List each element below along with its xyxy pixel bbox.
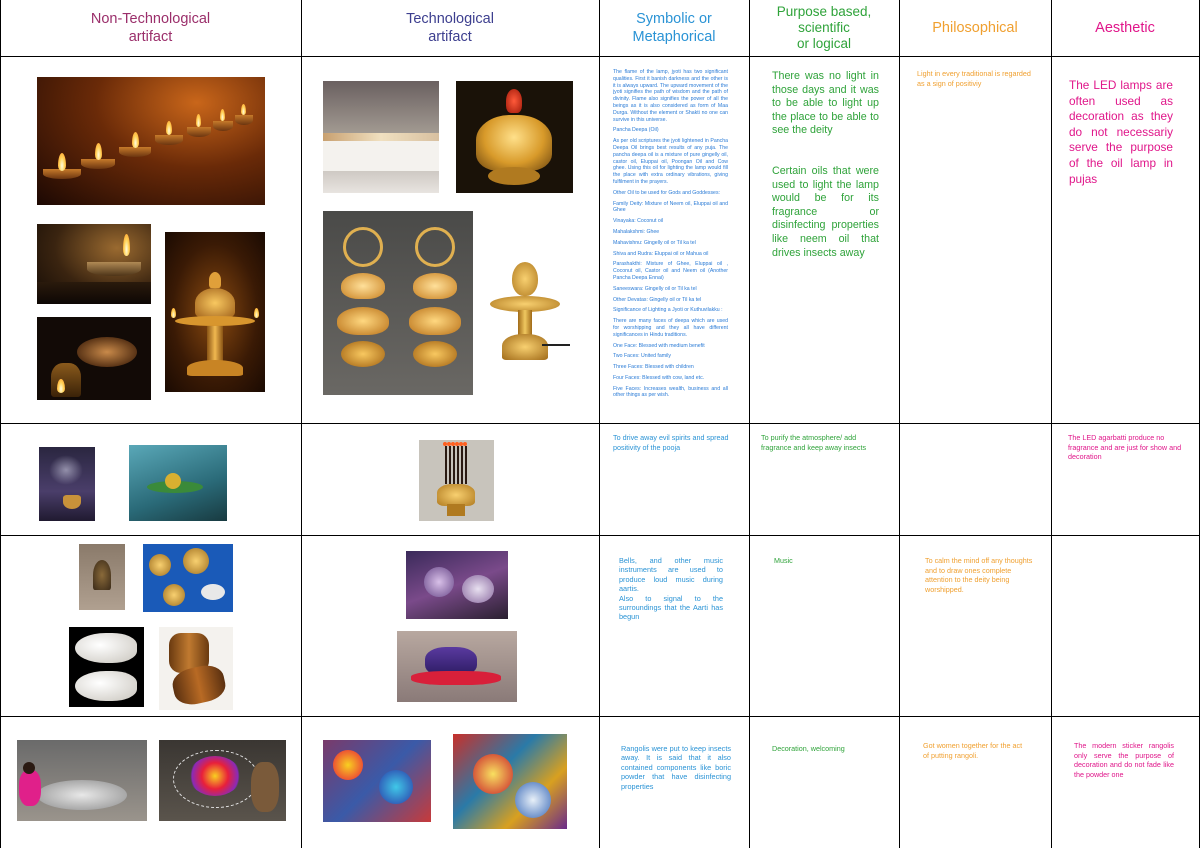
golden-led-lamp-photo bbox=[456, 81, 573, 193]
symbolic-rangoli-text: Rangolis were put to keep insects away. It is said that it also contained components like boric powder that have disinfecting properties bbox=[621, 744, 731, 791]
brass-lamp-stand-photo bbox=[165, 232, 265, 392]
symbolic-lamp-paragraph: Five Faces: Increases wealth, business and all other things as per wish. bbox=[613, 385, 728, 399]
symbolic-lamp-paragraph: Mahavishnu: Gingelly oil or Til ka tel bbox=[613, 239, 696, 246]
electric-bell-machine-photo bbox=[397, 631, 517, 702]
symbolic-lamp-paragraph: Family Deity: Mixture of Neem oil, Eluppai oil and Ghee bbox=[613, 200, 728, 214]
dholak-drum-photo bbox=[159, 627, 233, 710]
symbolic-lamp-paragraph: Two Faces: United family bbox=[613, 353, 671, 360]
aesthetic-lamp-text: The LED lamps are often used as decoration as they do not necessariy serve the purpose of the oil lamp in pujas bbox=[1069, 78, 1173, 186]
header-nontech: Non-Technological artifact bbox=[90, 11, 211, 45]
conch-shell-photo bbox=[69, 627, 144, 707]
purpose-lamp-text-1: There was no light in those days and it was to be able to light up the place to be able to see the deity bbox=[772, 70, 879, 137]
header-philosophical: Philosophical bbox=[932, 20, 1018, 36]
header-tech: Technological artifact bbox=[406, 11, 494, 45]
led-om-lamp-photo bbox=[480, 260, 570, 364]
symbolic-lamp-paragraph: Significance of Lighting a Jyoti or Kuthuvilakku : bbox=[613, 307, 723, 314]
header-aesthetic: Aesthetic bbox=[1095, 20, 1155, 36]
incense-offering-photo bbox=[129, 445, 227, 521]
symbolic-lamp-paragraph: Vinayaka: Coconut oil bbox=[613, 218, 664, 225]
incense-smoke-photo bbox=[39, 447, 95, 521]
symbolic-lamp-paragraph: Pancha Deepa (Oil) bbox=[613, 127, 659, 134]
symbolic-lamp-paragraph: Three Faces: Blessed with children bbox=[613, 364, 694, 371]
symbolic-lamp-paragraph: Other Devatas: Gingelly oil or Til ka tel bbox=[613, 296, 702, 303]
cymbals-photo bbox=[143, 544, 233, 612]
symbolic-lamp-paragraph: Mahalakshmi: Ghee bbox=[613, 228, 660, 235]
led-agarbatti-photo bbox=[419, 440, 494, 521]
aesthetic-rangoli-text: The modern sticker rangolis only serve the purpose of decoration and do not fade like the powder one bbox=[1074, 741, 1174, 779]
symbolic-lamp-paragraph: Other Oil to be used for Gods and Goddesses: bbox=[613, 189, 720, 196]
rangoli-drawing-photo bbox=[17, 740, 147, 821]
electric-lamp-row-photo bbox=[323, 81, 439, 193]
symbolic-lamp-paragraph: Shiva and Rudra: Eluppai oil or Mahua oil bbox=[613, 250, 709, 257]
peacock-led-lamps-photo bbox=[323, 211, 473, 395]
aarti-lamp-photo bbox=[37, 317, 151, 400]
temple-bell-photo bbox=[79, 544, 125, 610]
symbolic-lamp-text bbox=[613, 69, 728, 414]
philosophical-music-text: To calm the mind off any thoughts and to draw ones complete attention to the deity being worshipped. bbox=[925, 556, 1033, 594]
symbolic-lamp-paragraph: Four Faces: Blessed with cow, land etc. bbox=[613, 374, 705, 381]
diya-closeup-photo bbox=[37, 224, 151, 304]
symbolic-lamp-paragraph: Saneeswara: Gingelly oil or Til ka tel bbox=[613, 285, 697, 292]
header-symbolic: Symbolic or Metaphorical bbox=[632, 11, 716, 45]
symbolic-lamp-paragraph: The flame of the lamp, jyoti has two significant qualities. First it banish darkness and the other is it is always upward. The upward movement of the jyoti signifies the path of wisdom and the path of divinity. Flame also signifies the power of all the beings as it is also considered as form of Maa Durga. Without the element or Shakti no one can survive in this universe. bbox=[613, 69, 728, 123]
symbolic-lamp-paragraph: As per old scriptures the jyoti lightened in Pancha Deepa Oil brings best results of any puja. The pancha deepa oil is a mixture of pure gingelly oil, castor oil, Eluppai oil, Poongan Oil and Cow ghee. Using this oil for lighting the lamp would fill the place with extra ordinary vibrations, giving fulfilment in the prayers. bbox=[613, 138, 728, 185]
purpose-rangoli-text: Decoration, welcoming bbox=[772, 744, 845, 753]
philosophical-rangoli-text: Got women together for the act of putting rangoli. bbox=[923, 741, 1023, 760]
header-purpose: Purpose based, scientific or logical bbox=[776, 4, 872, 51]
oil-lamp-row-photo bbox=[37, 77, 265, 205]
symbolic-music-text: Bells, and other music instruments are used to produce loud music during aartis. Also to signal to the surroundings that the Aarti has begun bbox=[619, 556, 723, 622]
symbolic-lamp-paragraph: Parashakthi: Mixture of Ghee, Eluppai oil , Coconut oil, Castor oil and Neem oil (Another Pancha Deepa Ennai) bbox=[613, 261, 728, 281]
philosophical-lamp-text: Light in every traditional is regarded as a sign of positiviy bbox=[917, 69, 1031, 88]
symbolic-lamp-paragraph: There are many faces of deepa which are used for worshipping and they all have different significances in Hindu traditions. bbox=[613, 318, 728, 338]
rangoli-flower-photo bbox=[159, 740, 286, 821]
rangoli-stickers-photo bbox=[323, 740, 431, 822]
purpose-lamp-text-2: Certain oils that were used to light the lamp would be for its fragrance or disinfecting properties like neem oil that drives insects away bbox=[772, 165, 879, 259]
rangoli-sticker-mat-photo bbox=[453, 734, 567, 829]
symbolic-incense-text: To drive away evil spirits and spread positivity of the pooja bbox=[613, 433, 729, 452]
symbolic-lamp-paragraph: One Face: Blessed with medium benefit bbox=[613, 342, 705, 349]
purpose-incense-text: To purify the atmosphere/ add fragrance and keep away insects bbox=[761, 433, 867, 452]
electric-drum-machine-photo bbox=[406, 551, 508, 619]
purpose-music-text: Music bbox=[774, 556, 793, 565]
aesthetic-incense-text: The LED agarbatti produce no fragrance and are just for show and decoration bbox=[1068, 433, 1182, 462]
